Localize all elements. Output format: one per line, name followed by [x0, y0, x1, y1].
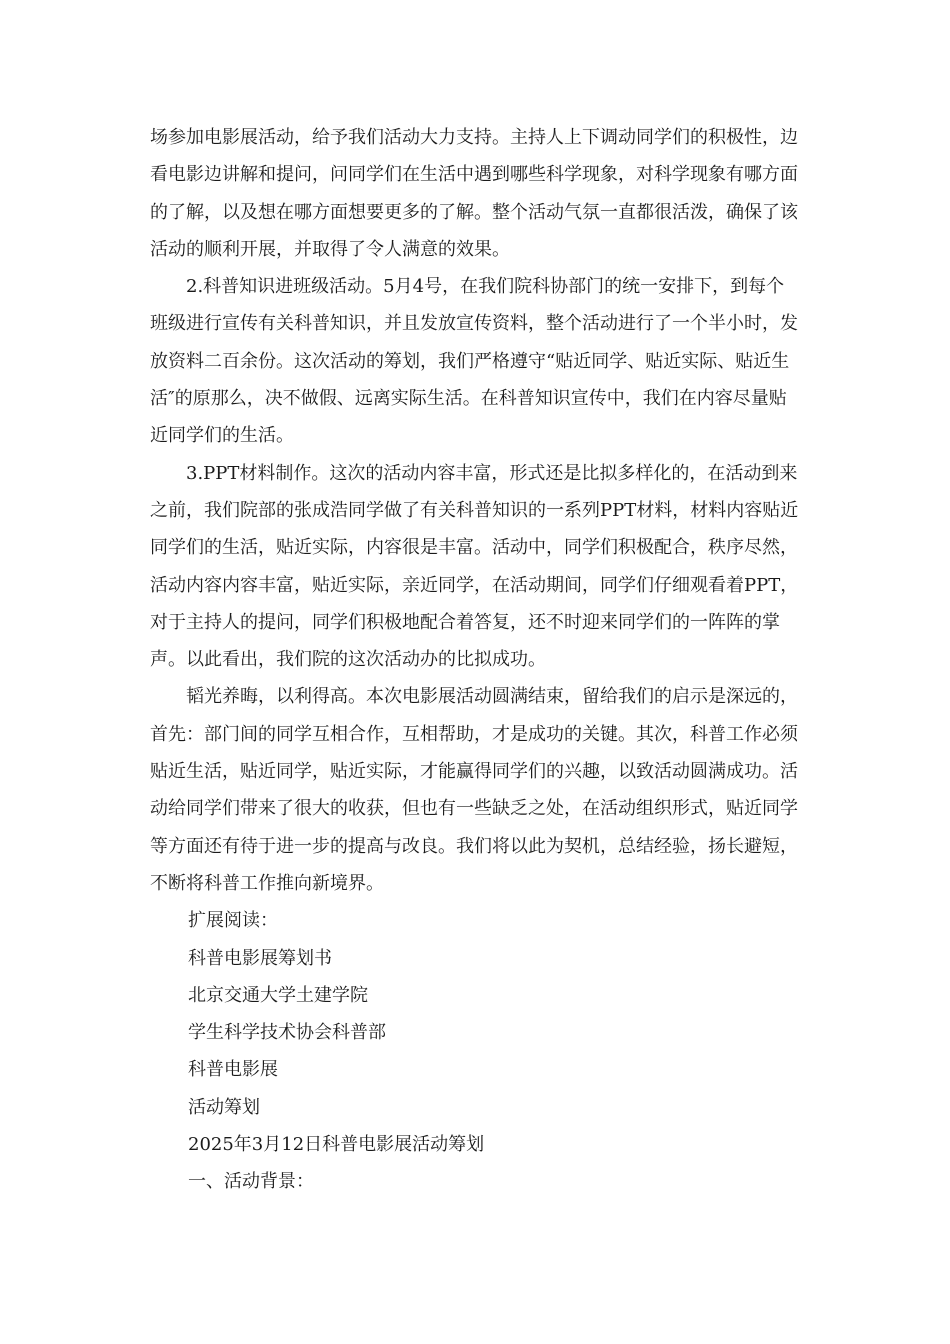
extended-reading-item: 北京交通大学土建学院 [188, 984, 368, 1006]
section-heading: 一、活动背景： [188, 1171, 314, 1193]
paragraph-continuation: 场参加电影展活动，给予我们活动大力支持。主持人上下调动同学们的积极性，边看电影边讲解和提问，问同学们在生活中遇到哪些科学现象，对科学现象有哪方面的了解，以及想在哪方面想要更多的了解。整个活动气氛一直都很活泼，确保了该活动的顺利开展，并取得了令人满意的效果。 [150, 127, 798, 260]
extended-reading-label: 扩展阅读： [188, 910, 278, 932]
extended-reading-item: 2025年3月12日科普电影展活动筹划 [188, 1134, 485, 1156]
paragraph-summary: 韬光养晦，以利得高。本次电影展活动圆满结束，留给我们的启示是深远的，首先：部门间的同学互相合作，互相帮助，才是成功的关键。其次，科普工作必须贴近生活，贴近同学，贴近实际，才能赢得同学们的兴趣，以致活动圆满成功。活动给同学们带来了很大的收获，但也有一些缺乏之处，在活动组织形式，贴近同学等方面还有待于进一步的提高与改良。我们将以此为契机，总结经验，扬长避短，不断将科普工作推向新境界。 [150, 686, 798, 894]
paragraph-class-activity: 2.科普知识进班级活动。5月4号，在我们院科协部门的统一安排下，到每个班级进行宣传有关科普知识，并且发放宣传资料，整个活动进行了一个半小时，发放资料二百余份。这次活动的筹划，我们严格遵守“贴近同学、贴近实际、贴近生活″的原那么，决不做假、远离实际生活。在科普知识宣传中，我们在内容尽量贴近同学们的生活。 [150, 276, 798, 447]
extended-reading-item: 学生科学技术协会科普部 [188, 1022, 386, 1044]
paragraph-ppt-material: 3.PPT材料制作。这次的活动内容丰富，形式还是比拟多样化的，在活动到来之前，我们院部的张成浩同学做了有关科普知识的一系列PPT材料，材料内容贴近同学们的生活，贴近实际，内容很是丰富。活动中，同学们积极配合，秩序尽然，活动内容内容丰富，贴近实际，亲近同学，在活动期间，同学们仔细观看着PPT，对于主持人的提问，同学们积极地配合着答复，还不时迎来同学们的一阵阵的掌声。以此看出，我们院的这次活动办的比拟成功。 [150, 462, 799, 671]
extended-reading-item: 科普电影展 [188, 1059, 278, 1081]
extended-reading-item: 活动筹划 [188, 1096, 260, 1118]
document-body [150, 119, 800, 1201]
extended-reading-item: 科普电影展筹划书 [188, 947, 332, 969]
